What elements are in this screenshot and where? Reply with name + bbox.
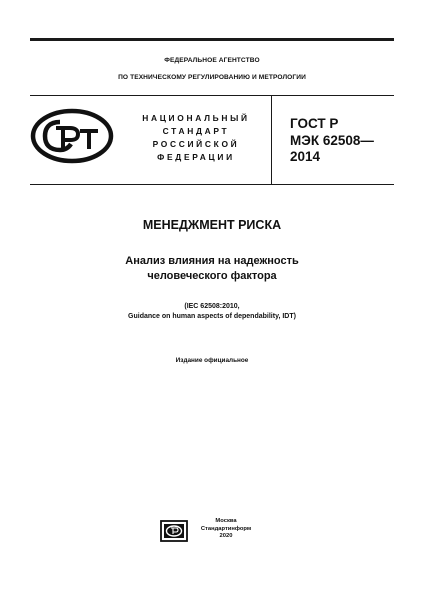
standard-label-line: НАЦИОНАЛЬНЫЙ	[142, 113, 250, 123]
designation-line: 2014	[290, 149, 321, 164]
publisher-name: Стандартинформ	[200, 525, 252, 532]
agency-line-2: ПО ТЕХНИЧЕСКОМУ РЕГУЛИРОВАНИЮ И МЕТРОЛОГИИ	[118, 74, 306, 81]
header-top-rule	[30, 95, 394, 96]
designation-line: МЭК 62508—	[290, 132, 374, 148]
intl-line: Guidance on human aspects of dependability, IDT)	[128, 312, 296, 320]
international-reference	[0, 302, 424, 321]
document-subtitle	[0, 254, 424, 283]
subtitle-line: Анализ влияния на надежность	[125, 255, 299, 267]
document-title: МЕНЕДЖМЕНТ РИСКА	[142, 218, 282, 232]
subtitle-line: человеческого фактора	[147, 269, 277, 282]
standard-designation	[290, 116, 374, 166]
standard-label-line: ФЕДЕРАЦИИ	[157, 152, 235, 162]
standard-label	[138, 112, 254, 164]
designation-line: ГОСТ Р	[290, 116, 339, 131]
header-vertical-divider	[271, 96, 272, 184]
header-bottom-rule	[30, 184, 394, 185]
publisher-city: Москва	[215, 518, 237, 524]
intl-line: (IEC 62508:2010,	[184, 303, 240, 310]
publisher-year: 2020	[219, 533, 233, 539]
standard-label-line: СТАНДАРТ	[162, 126, 230, 136]
top-rule	[30, 38, 394, 41]
standard-label-line: РОССИЙСКОЙ	[152, 139, 240, 149]
standartinform-logo-icon	[160, 520, 188, 542]
edition-label: Издание официальное	[175, 357, 249, 364]
gost-r-emblem-icon	[30, 108, 114, 164]
publisher-block	[198, 518, 254, 541]
agency-line-1: ФЕДЕРАЛЬНОЕ АГЕНТСТВО	[164, 57, 260, 64]
